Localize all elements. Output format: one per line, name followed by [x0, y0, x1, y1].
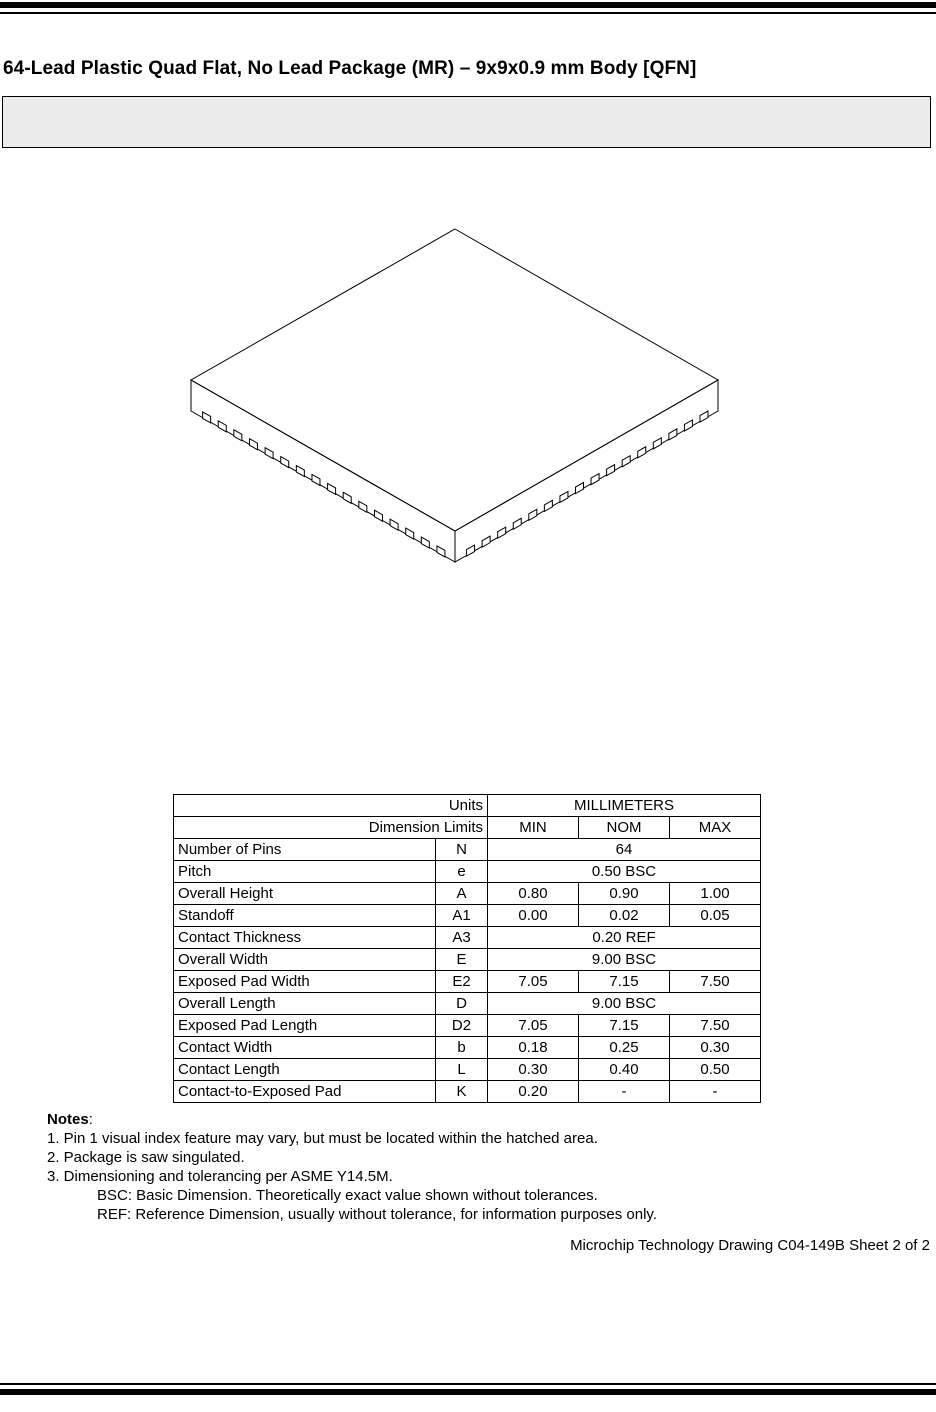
dimensions-table	[173, 794, 761, 1103]
col-nom: NOM	[579, 817, 670, 839]
dimension-min: 0.80	[488, 883, 579, 905]
bottom-rule-thick	[0, 1389, 936, 1395]
table-row	[174, 861, 761, 883]
dimension-name: Contact Width	[174, 1037, 436, 1059]
right-side-leads	[467, 411, 708, 556]
note-item: 1. Pin 1 visual index feature may vary, but must be located within the hatched area.	[47, 1130, 598, 1147]
dimension-name: Contact-to-Exposed Pad	[174, 1081, 436, 1103]
contact-pad	[482, 536, 490, 547]
contact-pad	[638, 447, 646, 458]
table-row	[174, 949, 761, 971]
left-side-leads	[203, 412, 445, 557]
contact-pad	[700, 411, 708, 422]
dimension-symbol: E2	[436, 971, 488, 993]
table-row	[174, 905, 761, 927]
dimension-value: 0.20 REF	[488, 927, 761, 949]
dimension-min: 0.18	[488, 1037, 579, 1059]
dimension-value: 9.00 BSC	[488, 949, 761, 971]
dimension-name: Overall Height	[174, 883, 436, 905]
dimension-nom: 0.40	[579, 1059, 670, 1081]
table-row	[174, 971, 761, 993]
contact-pad	[312, 474, 320, 485]
contact-pad	[684, 420, 692, 431]
dimension-max: 0.30	[670, 1037, 761, 1059]
contact-pad	[265, 448, 273, 459]
contact-pad	[359, 501, 367, 512]
dimension-symbol: A1	[436, 905, 488, 927]
col-min: MIN	[488, 817, 579, 839]
limits-label: Dimension Limits	[174, 817, 488, 839]
dimension-nom: 0.25	[579, 1037, 670, 1059]
dimension-name: Contact Length	[174, 1059, 436, 1081]
bottom-rule-thin	[0, 1383, 936, 1385]
table-row	[174, 993, 761, 1015]
dimension-nom: 0.02	[579, 905, 670, 927]
dimension-name: Pitch	[174, 861, 436, 883]
contact-pad	[218, 421, 226, 432]
dimension-symbol: b	[436, 1037, 488, 1059]
dimension-min: 7.05	[488, 1015, 579, 1037]
dimension-nom: -	[579, 1081, 670, 1103]
page-title: 64-Lead Plastic Quad Flat, No Lead Package (MR) – 9x9x0.9 mm Body [QFN]	[3, 58, 697, 79]
dimension-value: 9.00 BSC	[488, 993, 761, 1015]
dimension-min: 0.30	[488, 1059, 579, 1081]
dimension-max: 7.50	[670, 971, 761, 993]
notes-heading: Notes	[47, 1111, 89, 1128]
contact-pad	[390, 519, 398, 530]
table-row	[174, 1015, 761, 1037]
dimension-name: Exposed Pad Width	[174, 971, 436, 993]
dimension-name: Exposed Pad Length	[174, 1015, 436, 1037]
contact-pad	[437, 546, 445, 557]
note-sub-item: REF: Reference Dimension, usually without tolerance, for information purposes only.	[97, 1206, 657, 1223]
note-item: 3. Dimensioning and tolerancing per ASME Y14.5M.	[47, 1168, 393, 1185]
dimension-min: 0.00	[488, 905, 579, 927]
dimension-symbol: K	[436, 1081, 488, 1103]
dimension-nom: 0.90	[579, 883, 670, 905]
package-top-face	[191, 229, 718, 531]
dimension-symbol: E	[436, 949, 488, 971]
contact-pad	[296, 466, 304, 477]
dimension-max: -	[670, 1081, 761, 1103]
contact-pad	[560, 491, 568, 502]
dimension-max: 7.50	[670, 1015, 761, 1037]
dimension-name: Number of Pins	[174, 839, 436, 861]
contact-pad	[343, 492, 351, 503]
dimension-value: 64	[488, 839, 761, 861]
contact-pad	[591, 474, 599, 485]
contact-pad	[203, 412, 211, 423]
table-row	[174, 927, 761, 949]
contact-pad	[328, 483, 336, 494]
dimension-symbol: D	[436, 993, 488, 1015]
contact-pad	[467, 545, 475, 556]
dimension-nom: 7.15	[579, 971, 670, 993]
contact-pad	[669, 429, 677, 440]
contact-pad	[234, 430, 242, 441]
dimension-min: 7.05	[488, 971, 579, 993]
contact-pad	[607, 465, 615, 476]
dimension-symbol: L	[436, 1059, 488, 1081]
contact-pad	[421, 537, 429, 548]
dimension-value: 0.50 BSC	[488, 861, 761, 883]
dimension-symbol: A	[436, 883, 488, 905]
contact-pad	[575, 483, 583, 494]
dimension-name: Overall Length	[174, 993, 436, 1015]
drawing-reference-footer: Microchip Technology Drawing C04-149B Sheet 2 of 2	[570, 1237, 930, 1254]
table-row	[174, 1059, 761, 1081]
dimension-symbol: D2	[436, 1015, 488, 1037]
contact-pad	[622, 456, 630, 467]
table-header-units	[174, 795, 761, 817]
units-label: Units	[174, 795, 488, 817]
dimension-min: 0.20	[488, 1081, 579, 1103]
dimension-nom: 7.15	[579, 1015, 670, 1037]
dimension-max: 0.05	[670, 905, 761, 927]
dimension-symbol: e	[436, 861, 488, 883]
contact-pad	[374, 510, 382, 521]
col-max: MAX	[670, 817, 761, 839]
dimension-symbol: N	[436, 839, 488, 861]
dimension-max: 0.50	[670, 1059, 761, 1081]
note-item: 2. Package is saw singulated.	[47, 1149, 245, 1166]
package-left-face	[191, 380, 455, 562]
contact-pad	[529, 509, 537, 520]
dimension-max: 1.00	[670, 883, 761, 905]
dimension-symbol: A3	[436, 927, 488, 949]
contact-pad	[406, 528, 414, 539]
table-row	[174, 883, 761, 905]
dimension-name: Overall Width	[174, 949, 436, 971]
package-isometric-drawing	[0, 0, 936, 700]
table-row	[174, 1081, 761, 1103]
table-row	[174, 839, 761, 861]
dimension-name: Contact Thickness	[174, 927, 436, 949]
table-row	[174, 1037, 761, 1059]
contact-pad	[249, 439, 257, 450]
contact-pad	[513, 518, 521, 529]
contact-pad	[653, 438, 661, 449]
table-header-limits	[174, 817, 761, 839]
contact-pad	[498, 527, 506, 538]
notes-section: Notes: 1. Pin 1 visual index feature may vary, but must be located within the hatched area. 2. Package is saw singulated. 3. Dimensioning and tolerancing per ASME Y14.5M. BSC: Basic Dimension. Theoretically exact value shown without tolerances. REF: Reference Dimension, usually without tolerance, for information purposes only.	[47, 1111, 657, 1223]
contact-pad	[281, 457, 289, 468]
dimension-name: Standoff	[174, 905, 436, 927]
contact-pad	[544, 500, 552, 511]
units-value: MILLIMETERS	[488, 795, 761, 817]
note-sub-item: BSC: Basic Dimension. Theoretically exact value shown without tolerances.	[97, 1187, 598, 1204]
package-right-face	[455, 380, 718, 562]
